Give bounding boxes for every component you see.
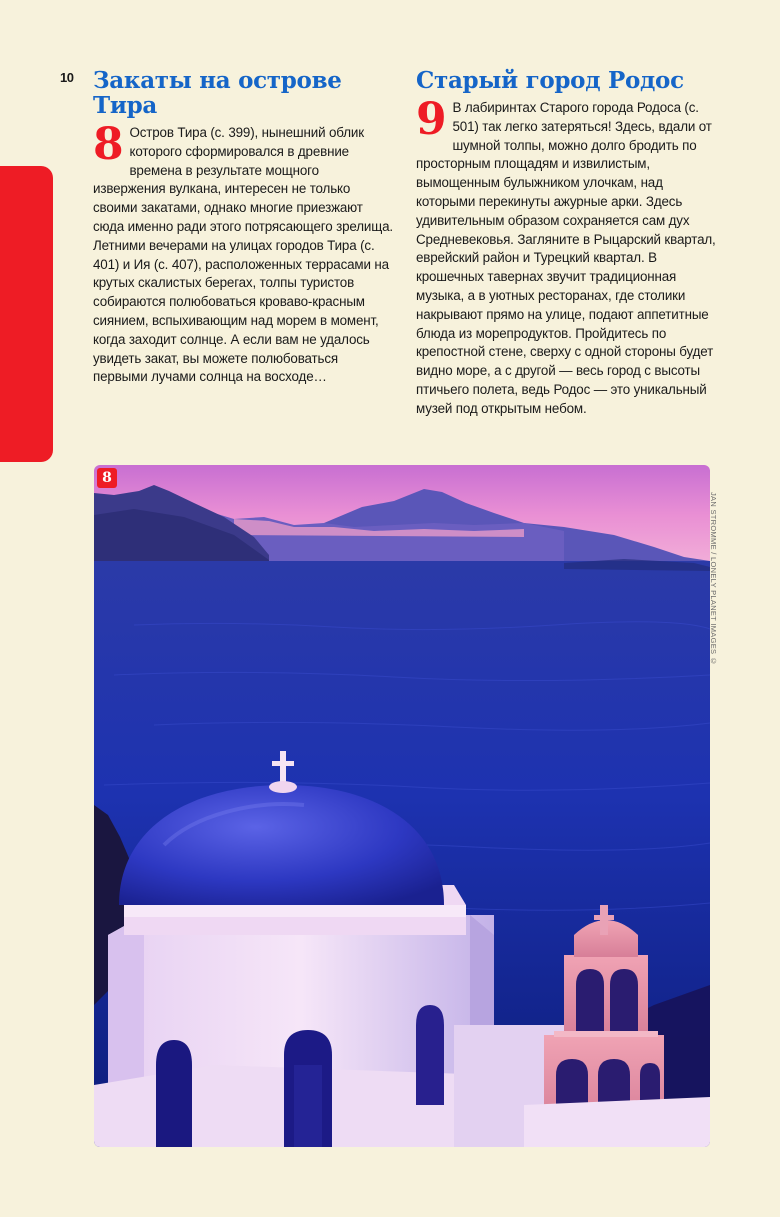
section-title: Старый город Родос <box>416 67 684 94</box>
section-text: В лабиринтах Старого города Родоса (с. 501) так легко затеряться! Здесь, вдали от шумной толпы, можно долго бродить по просторным площадям и извилистым, вымощенным булыжником улочкам, над которыми перекинуты ажурные арки. Здесь удивительным образом сохраняется сам дух Средневековья. Загляните в Рыцарский квартал, еврейский район и Турецкий квартал. В крошечных тавернах звучит традиционная музыка, а в уютных ресторанах, где столики накрывают прямо на улице, подают аппетитные блюда из морепродуктов. Пройдитесь по крепостной стене, сверху с одной стороны будет видно море, а с другой — весь город с высоты птичьего полета, ведь Родос — это уникальный музей под открытым небом. <box>416 100 716 416</box>
section-number-dropcap: 8 <box>93 119 124 170</box>
section-thira-sunsets <box>93 68 393 387</box>
photo-credit: JAN STROMME / LONELY PLANET IMAGES © <box>709 492 718 667</box>
section-body <box>93 119 393 387</box>
santorini-church-photo <box>94 465 710 1147</box>
chapter-side-tab <box>0 166 53 462</box>
page-number: 10 <box>60 70 74 85</box>
section-rhodes-old-town <box>416 68 716 419</box>
section-number-dropcap: 9 <box>416 94 447 145</box>
photo-illustration <box>94 465 710 1147</box>
section-title: Закаты на острове Тира <box>93 67 342 119</box>
section-text: Остров Тира (с. 399), нынешний облик которого сформировался в древние времена в результате мощного извержения вулкана, интересен не только своими закатами, однако многие приезжают сюда именно ради этого потрясающего зрелища. Летними вечерами на улицах городов Тира (с. 401) и Ия (с. 407), расположенных террасами на крутых скалистых берегах, толпы туристов собираются полюбоваться кроваво-красным сиянием, вспыхивающим над морем в момент, когда заходит солнце. А если вам не удалось увидеть закат, вы можете полюбоваться первыми лучами солнца на восходе… <box>93 125 393 385</box>
section-body <box>416 94 716 419</box>
photo-number-badge: 8 <box>97 468 117 488</box>
